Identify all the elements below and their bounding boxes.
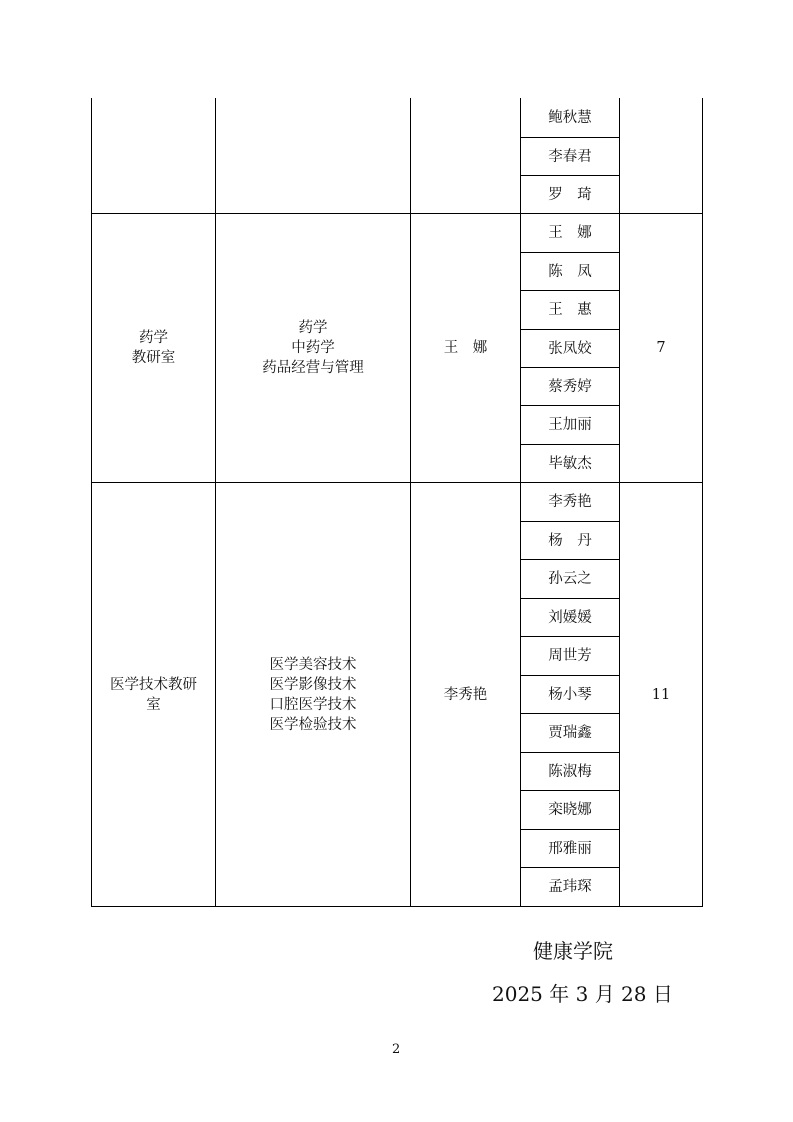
member-name: [521, 676, 619, 713]
member-name: [521, 214, 619, 252]
member-name-text: 王 娜: [548, 225, 592, 241]
member-name: [521, 753, 619, 790]
member-name-text: 杨 丹: [548, 532, 592, 549]
member-name-text: 孟玮琛: [548, 879, 592, 895]
page-number: 2: [392, 1042, 401, 1057]
member-name-text: 张凤姣: [548, 340, 592, 357]
member-name: [521, 138, 619, 175]
member-name: [521, 637, 619, 675]
major-name: 中药学: [291, 340, 335, 356]
member-name-text: 蔡秀婷: [548, 378, 592, 395]
leader-cell: [411, 214, 520, 482]
leader-name: 李秀艳: [443, 686, 488, 703]
member-name: [521, 253, 619, 290]
major-name: 口腔医学技术: [269, 696, 357, 713]
member-name-text: 鲍秋慧: [548, 110, 592, 126]
member-name-text: 陈 凤: [548, 263, 592, 280]
majors-cell: [216, 483, 410, 906]
member-name-text: 周世芳: [548, 648, 592, 664]
member-name: [521, 483, 619, 521]
member-count: 11: [651, 686, 671, 703]
member-name-text: 贾瑞鑫: [548, 725, 592, 741]
member-name-text: 杨小琴: [548, 686, 592, 703]
count-cell: [620, 214, 702, 482]
department-cell: [92, 214, 215, 482]
member-name: [521, 330, 619, 367]
leader-cell: [411, 483, 520, 906]
member-name: [521, 368, 619, 405]
department-line: 教研室: [131, 350, 176, 366]
issue-date: 2025 年 3 月 28 日: [492, 982, 673, 1006]
major-name: 医学影像技术: [269, 676, 357, 693]
count-cell: [620, 483, 702, 906]
department-line: 医学技术教研: [110, 676, 197, 693]
member-name: [521, 599, 619, 636]
major-name: 医学检验技术: [269, 716, 357, 733]
member-name-text: 栾晓娜: [548, 802, 592, 818]
member-name-text: 陈淑梅: [548, 763, 592, 780]
department-line: 药学: [139, 330, 168, 346]
member-name: [521, 176, 619, 213]
member-count: 7: [656, 340, 666, 356]
major-name: 药品经营与管理: [262, 360, 364, 376]
member-name: [521, 445, 619, 482]
department-line: 室: [146, 696, 161, 713]
member-name-text: 邢雅丽: [548, 840, 592, 857]
member-name: [521, 560, 619, 598]
leader-name: 王 娜: [443, 340, 488, 356]
member-name-text: 王 惠: [548, 302, 592, 318]
table-border-right: [702, 98, 703, 907]
member-name: [521, 99, 619, 137]
table-border-bottom: [91, 906, 703, 907]
member-name: [521, 868, 619, 906]
member-name-text: 孙云之: [548, 571, 592, 587]
member-name-text: 王加丽: [548, 417, 592, 433]
major-name: 药学: [298, 320, 328, 336]
member-name-text: 李秀艳: [548, 494, 592, 510]
member-name: [521, 830, 619, 867]
majors-cell: [216, 214, 410, 482]
issuing-organization: 健康学院: [533, 939, 613, 963]
member-name: [521, 406, 619, 444]
department-cell: [92, 483, 215, 906]
member-name: [521, 714, 619, 752]
major-name: 医学美容技术: [269, 656, 357, 673]
member-name: [521, 791, 619, 829]
member-name-text: 刘媛媛: [548, 609, 592, 626]
member-name-text: 罗 琦: [548, 186, 592, 203]
member-name-text: 毕敏杰: [548, 455, 592, 472]
member-name: [521, 522, 619, 559]
member-name: [521, 291, 619, 329]
member-name-text: 李春君: [548, 148, 592, 165]
